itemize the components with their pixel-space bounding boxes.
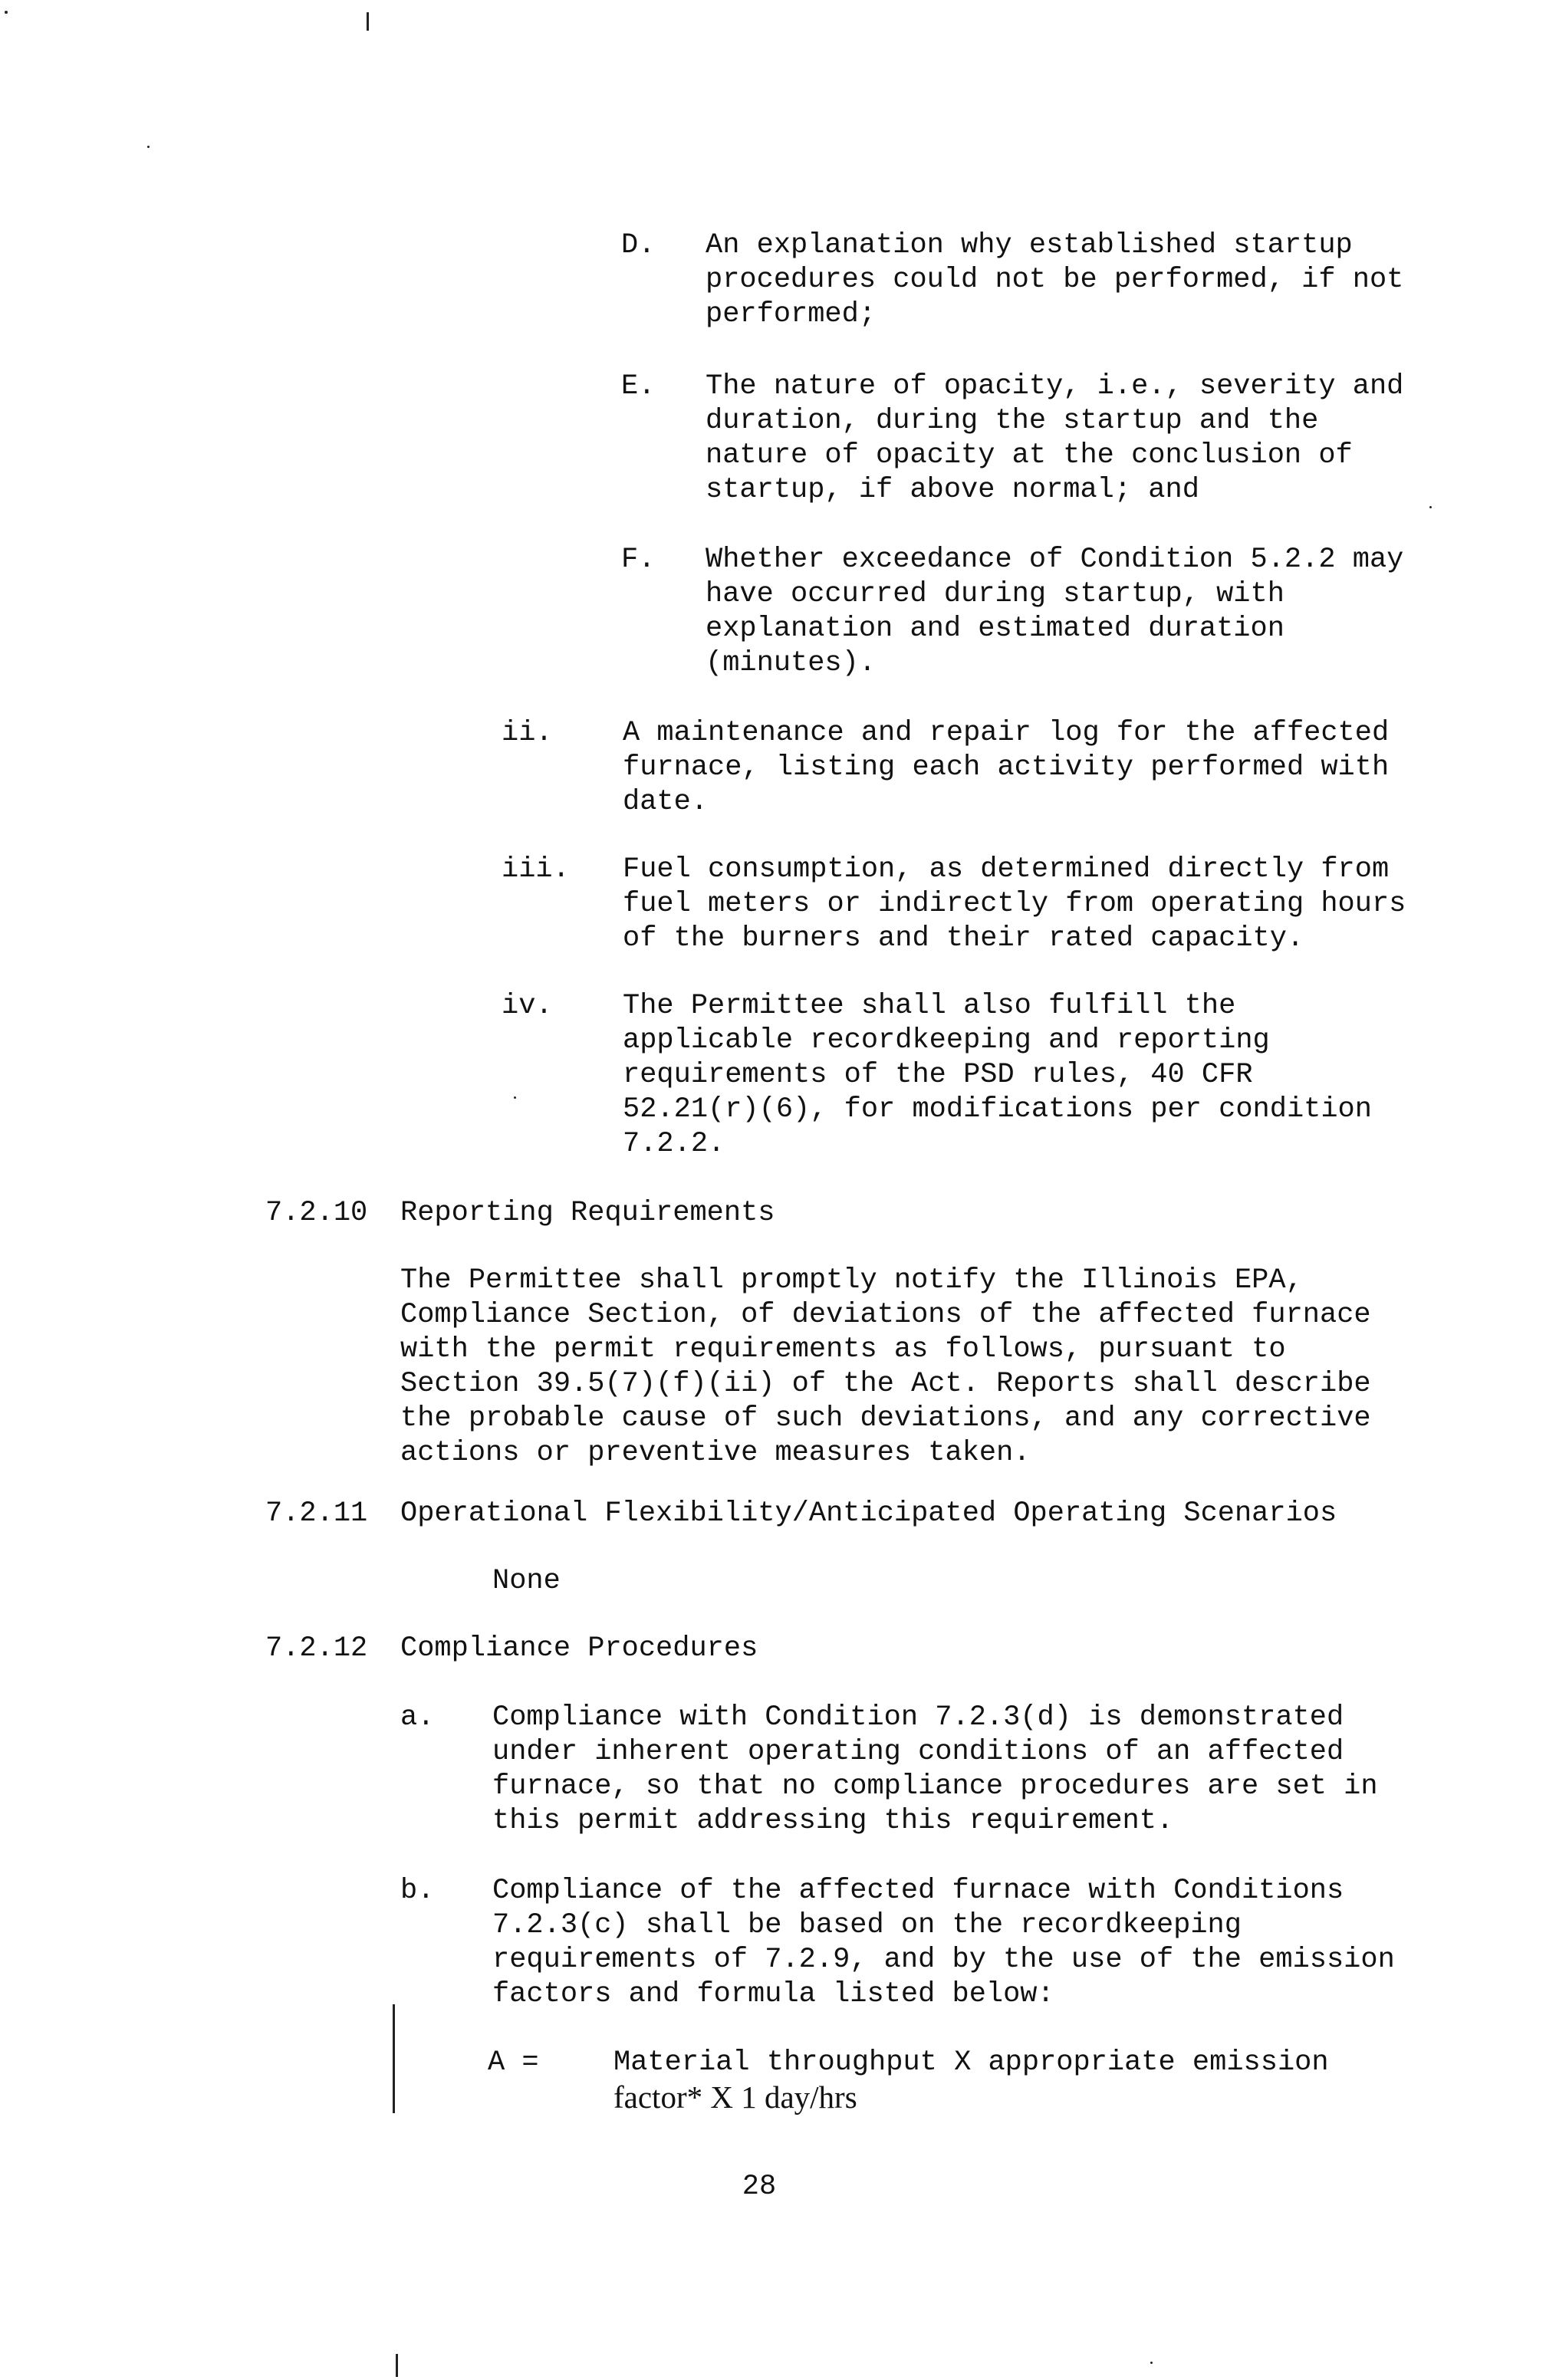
text-line: actions or preventive measures taken. — [400, 1437, 1031, 1469]
text-line: Compliance Section, of deviations of the affected furnace — [400, 1299, 1371, 1331]
item-ii-text — [623, 716, 1389, 820]
item-label-ii: ii. — [502, 717, 553, 749]
text-line: fuel meters or indirectly from operating hours — [623, 888, 1406, 920]
formula-line-2: factor* X 1 day/hrs — [613, 2079, 857, 2115]
text-line: date. — [623, 786, 709, 818]
item-label-iv: iv. — [502, 990, 553, 1022]
text-line: procedures could not be performed, if not — [706, 264, 1404, 296]
section-number-7-2-12: 7.2.12 — [265, 1632, 368, 1665]
section-body-reporting — [400, 1264, 1371, 1471]
scan-speck — [1429, 506, 1432, 508]
item-label-a: a. — [400, 1701, 435, 1734]
section-title-compliance: Compliance Procedures — [400, 1632, 758, 1665]
section-title-reporting: Reporting Requirements — [400, 1197, 775, 1229]
text-line: (minutes). — [706, 647, 877, 679]
scan-speck — [147, 146, 150, 148]
formula-lhs: A = — [488, 2046, 539, 2079]
text-line: Whether exceedance of Condition 5.2.2 may — [706, 544, 1404, 576]
text-line: duration, during the startup and the — [706, 405, 1319, 437]
text-line: factors and formula listed below: — [492, 1978, 1054, 2010]
text-line: 7.2.3(c) shall be based on the recordkeeping — [492, 1909, 1242, 1941]
item-iii-text — [623, 853, 1406, 956]
item-iv-text — [623, 989, 1372, 1162]
text-line: nature of opacity at the conclusion of — [706, 439, 1353, 472]
page-number: 28 — [742, 2171, 777, 2203]
item-label-b: b. — [400, 1875, 435, 1907]
item-label-iii: iii. — [502, 853, 570, 886]
section-title-flexibility: Operational Flexibility/Anticipated Operating Scenarios — [400, 1497, 1337, 1530]
text-line: this permit addressing this requirement. — [492, 1805, 1174, 1837]
text-line: 52.21(r)(6), for modifications per condition — [623, 1093, 1372, 1126]
text-line: 7.2.2. — [623, 1128, 725, 1160]
text-line: startup, if above normal; and — [706, 474, 1199, 506]
list-label-f: F. — [621, 544, 656, 576]
text-line: The nature of opacity, i.e., severity and — [706, 370, 1404, 403]
scan-speck — [1150, 2362, 1153, 2364]
text-line: requirements of 7.2.9, and by the use of the emission — [492, 1944, 1395, 1976]
item-b-text — [492, 1874, 1395, 2012]
text-line: under inherent operating conditions of an affected — [492, 1736, 1344, 1768]
text-line: The Permittee shall also fulfill the — [623, 990, 1236, 1022]
list-label-d: D. — [621, 229, 656, 261]
list-item-f-text — [706, 543, 1403, 681]
scan-speck — [5, 11, 8, 14]
section-number-7-2-10: 7.2.10 — [265, 1197, 368, 1229]
text-line: An explanation why established startup — [706, 229, 1353, 261]
list-item-e-text — [706, 370, 1403, 508]
text-line: have occurred during startup, with — [706, 578, 1284, 610]
item-a-text — [492, 1701, 1378, 1839]
formula-line-1: Material throughput X appropriate emission — [613, 2046, 1329, 2079]
text-line: Fuel consumption, as determined directly from — [623, 853, 1390, 886]
scan-mark — [396, 2354, 398, 2377]
formula-rhs — [613, 2046, 1329, 2115]
text-line: Compliance with Condition 7.2.3(d) is demonstrated — [492, 1701, 1344, 1734]
text-line: applicable recordkeeping and reporting — [623, 1024, 1270, 1057]
text-line: of the burners and their rated capacity. — [623, 922, 1304, 955]
text-line: Section 39.5(7)(f)(ii) of the Act. Reports shall describe — [400, 1368, 1371, 1400]
scan-mark — [367, 12, 369, 31]
text-line: with the permit requirements as follows, pursuant to — [400, 1333, 1286, 1366]
scan-speck — [514, 1096, 516, 1099]
text-line: A maintenance and repair log for the affected — [623, 717, 1390, 749]
text-line: requirements of the PSD rules, 40 CFR — [623, 1059, 1253, 1091]
text-line: the probable cause of such deviations, and any corrective — [400, 1402, 1371, 1435]
text-line: explanation and estimated duration — [706, 613, 1284, 645]
list-label-e: E. — [621, 370, 656, 403]
text-line: furnace, listing each activity performed with — [623, 751, 1390, 784]
text-line: The Permittee shall promptly notify the Illinois EPA, — [400, 1264, 1303, 1297]
text-line: Compliance of the affected furnace with Conditions — [492, 1875, 1344, 1907]
list-item-d-text — [706, 228, 1403, 332]
text-line: furnace, so that no compliance procedures are set in — [492, 1770, 1378, 1803]
revision-bar — [393, 2004, 395, 2113]
section-body-flexibility: None — [492, 1565, 561, 1597]
text-line: performed; — [706, 298, 877, 330]
section-number-7-2-11: 7.2.11 — [265, 1497, 368, 1530]
